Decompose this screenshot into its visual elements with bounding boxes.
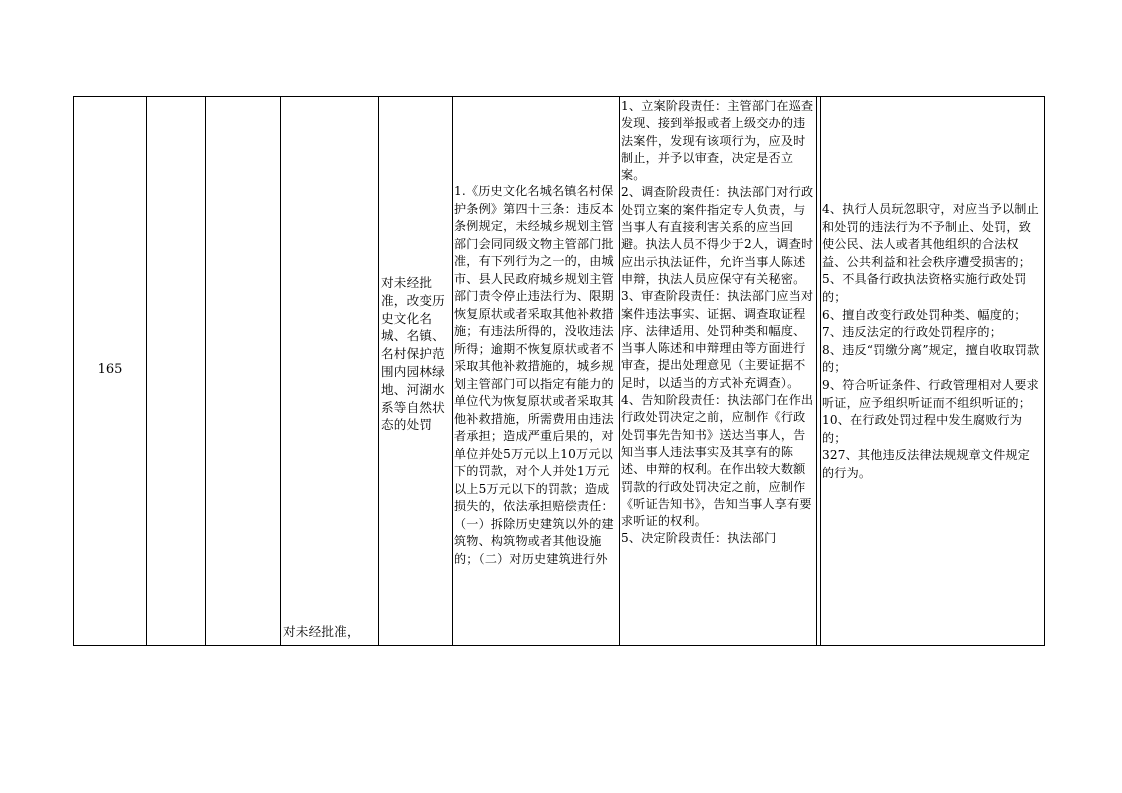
power-list-table	[73, 96, 1045, 646]
item-name-cell	[378, 97, 452, 645]
item-name-text: 对未经批准，改变历史文化名城、名镇、名村保护范围内园林绿地、河湖水系等自然状态的处罚	[381, 275, 445, 433]
sub-item-cell	[280, 97, 378, 645]
accountability-text: 4、执行人员玩忽职守，对应当予以制止和处罚的违法行为不予制止、处罚，致使公民、法人或者其他组织的合法权益、公共利益和社会秩序遭受损害的； 5、不具备行政执法资格实施行政处罚的； 6、擅自改变行政处罚种类、幅度的； 7、违反法定的行政处罚程序的； 8、违反“罚缴分离”规定，擅自收取罚款的； 9、符合听证条件、行政管理相对人要求听证，应予组织听证而不组织听证的； 10、在行政处罚过程中发生腐败行为的； 327、其他违反法律法规规章文件规定的行为。	[822, 202, 1040, 480]
sub-item-text: 对未经批准，	[283, 624, 360, 639]
responsibility-text: 1、立案阶段责任：主管部门在巡查发现、接到举报或者上级交办的违法案件，发现有该项行为，应及时制止，并予以审查，决定是否立案。 2、调查阶段责任：执法部门对行政处罚立案的案件指定专人负责，与当事人有直接利害关系的应当回避。执法人员不得少于2人，调查时应出示执法证件，允许当事人陈述申辩，执法人员应保守有关秘密。 3、审查阶段责任：执法部门应当对案件违法事实、证据、调查取证程序、法律适用、处罚种类和幅度、当事人陈述和申辩理由等方面进行审查，提出处理意见（主要证据不足时，以适当的方式补充调查）。 4、告知阶段责任：执法部门在作出行政处罚决定之前，应制作《行政处罚事先告知书》送达当事人，告知当事人违法事实及其享有的陈述、申辩的权利。在作出较大数额罚款的行政处罚决定之前，应制作《听证告知书》，告知当事人享有要求听证的权利。 5、决定阶段责任：执法部门	[621, 99, 814, 546]
empty-cell	[205, 97, 280, 645]
column-divider	[816, 97, 817, 645]
legal-basis-text: 1.《历史文化名城名镇名村保护条例》第四十三条：违反本条例规定，未经城乡规划主管部门会同同级文物主管部门批准，有下列行为之一的，由城市、县人民政府城乡规划主管部门责令停止违法行为、限期恢复原状或者采取其他补救措施；有违法所得的，没收违法所得；逾期不恢复原状或者不采取其他补救措施的，城乡规划主管部门可以指定有能力的单位代为恢复原状或者采取其他补救措施，所需费用由违法者承担；造成严重后果的，对单位并处5万元以上10万元以下的罚款，对个人并处1万元以上5万元以下的罚款；造成损失的，依法承担赔偿责任：（一）拆除历史建筑以外的建筑物、构筑物或者其他设施的；（二）对历史建筑进行外	[454, 184, 614, 566]
legal-basis-cell	[452, 97, 619, 645]
row-number: 165	[97, 362, 123, 377]
row-number-cell	[74, 97, 146, 645]
empty-cell	[146, 97, 205, 645]
responsibility-cell	[619, 97, 816, 645]
accountability-cell	[820, 97, 1044, 645]
